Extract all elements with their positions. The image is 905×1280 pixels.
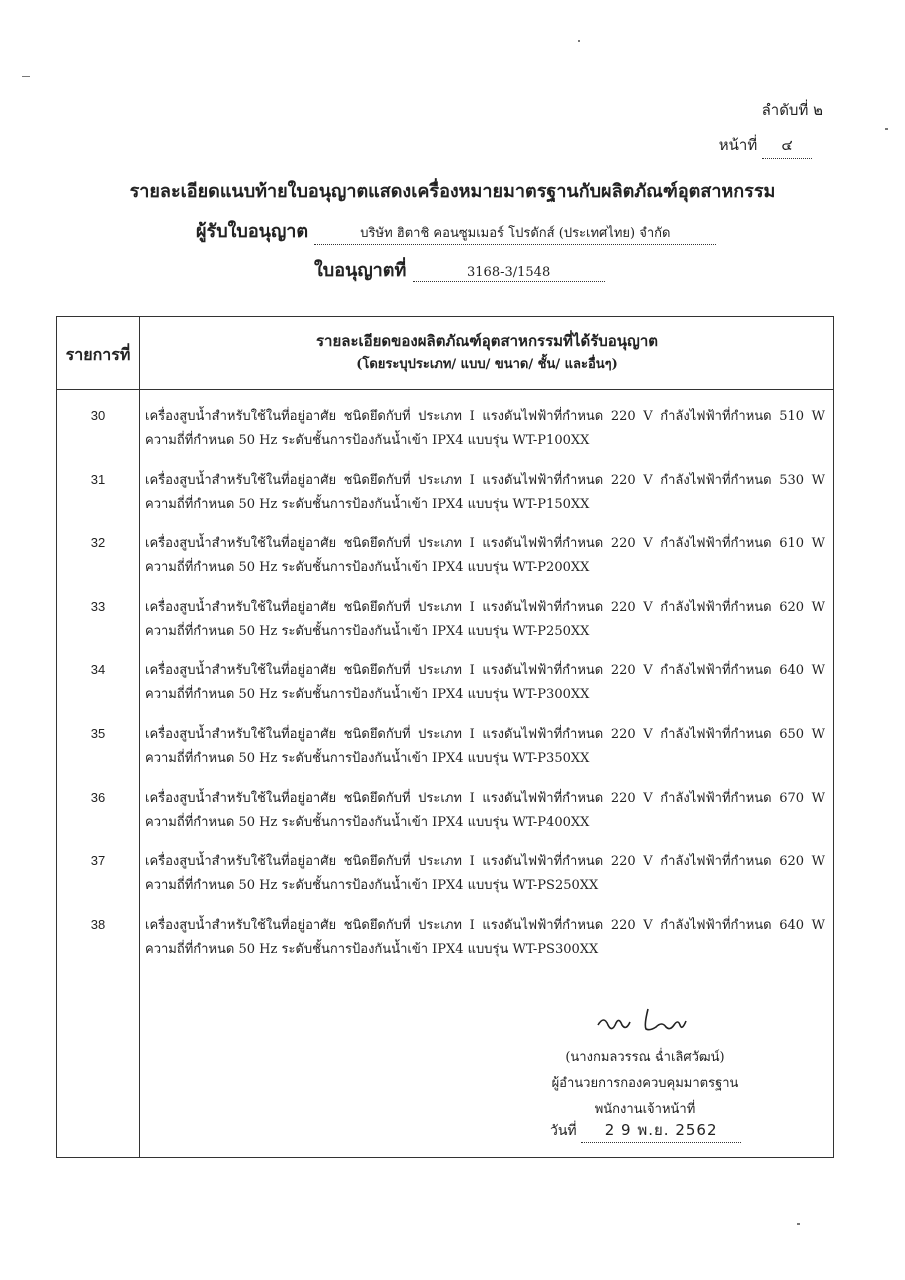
licensee-value: บริษัท ฮิตาชิ คอนซูมเมอร์ โปรดักส์ (ประเทศไทย) จำกัด [314,222,716,245]
description-line-2: ความถี่ที่กำหนด 50 Hz ระดับชั้นการป้องกันน้ำเข้า IPX4 แบบรุ่น WT-P300XX [145,687,590,703]
header-divider [57,389,833,390]
description-header-subtitle: (โดยระบุประเภท/ แบบ/ ขนาด/ ชั้น/ และอื่นๆ) [356,357,618,372]
description-line-1: เครื่องสูบน้ำสำหรับใช้ในที่อยู่อาศัย ชนิดยึดกับที่ ประเภท I แรงดันไฟฟ้าที่กำหนด 220 V กำลังไฟฟ้าที่กำหนด 530 W [145,472,825,488]
description-line-1: เครื่องสูบน้ำสำหรับใช้ในที่อยู่อาศัย ชนิดยึดกับที่ ประเภท I แรงดันไฟฟ้าที่กำหนด 220 V กำลังไฟฟ้าที่กำหนด 640 W [145,663,825,679]
scan-speck [797,1223,800,1225]
item-description [145,723,825,771]
date-value: 2 9 พ.ย. 2562 [581,1118,741,1143]
item-description [145,659,825,707]
item-description [145,532,825,580]
signature-block [520,1003,770,1123]
document-title: รายละเอียดแนบท้ายใบอนุญาตแสดงเครื่องหมายมาตรฐานกับผลิตภัณฑ์อุตสาหกรรม [129,181,776,202]
description-line-1: เครื่องสูบน้ำสำหรับใช้ในที่อยู่อาศัย ชนิดยึดกับที่ ประเภท I แรงดันไฟฟ้าที่กำหนด 220 V กำลังไฟฟ้าที่กำหนด 670 W [145,790,825,806]
table-row [57,723,833,787]
table-row [57,405,833,469]
item-description [145,850,825,898]
description-line-2: ความถี่ที่กำหนด 50 Hz ระดับชั้นการป้องกันน้ำเข้า IPX4 แบบรุ่น WT-P350XX [145,750,590,766]
page-number-value: ๔ [762,133,812,159]
page-number [719,133,812,159]
description-line-2: ความถี่ที่กำหนด 50 Hz ระดับชั้นการป้องกันน้ำเข้า IPX4 แบบรุ่น WT-P200XX [145,560,590,576]
item-number: 32 [90,535,106,551]
handwritten-signature [590,1003,700,1039]
item-number: 34 [90,662,106,678]
item-description [145,596,825,644]
item-description [145,405,825,453]
table-row [57,914,833,978]
signatory-name: (นางกมลวรรณ ฉ่ำเลิศวัฒน์) [565,1050,725,1065]
description-line-1: เครื่องสูบน้ำสำหรับใช้ในที่อยู่อาศัย ชนิดยึดกับที่ ประเภท I แรงดันไฟฟ้าที่กำหนด 220 V กำลังไฟฟ้าที่กำหนด 620 W [145,599,825,615]
description-line-1: เครื่องสูบน้ำสำหรับใช้ในที่อยู่อาศัย ชนิดยึดกับที่ ประเภท I แรงดันไฟฟ้าที่กำหนด 220 V กำลังไฟฟ้าที่กำหนด 610 W [145,536,825,552]
table-row [57,787,833,851]
description-header-title: รายละเอียดของผลิตภัณฑ์อุตสาหกรรมที่ได้รับอนุญาต [315,332,658,350]
page-number-label: หน้าที่ [718,136,758,154]
item-number: 31 [90,471,106,487]
signatory-role: พนักงานเจ้าหน้าที่ [594,1102,696,1117]
item-number: 30 [90,408,106,423]
item-number: 35 [90,725,106,741]
item-description [145,914,825,962]
description-line-1: เครื่องสูบน้ำสำหรับใช้ในที่อยู่อาศัย ชนิดยึดกับที่ ประเภท I แรงดันไฟฟ้าที่กำหนด 220 V กำลังไฟฟ้าที่กำหนด 650 W [145,726,825,742]
description-column-header [141,329,833,377]
sequence-number: ลำดับที่ ๒ [761,101,823,119]
table-row [57,659,833,723]
description-line-2: ความถี่ที่กำหนด 50 Hz ระดับชั้นการป้องกันน้ำเข้า IPX4 แบบรุ่น WT-PS300XX [145,941,599,957]
scan-speck [578,40,580,42]
description-line-2: ความถี่ที่กำหนด 50 Hz ระดับชั้นการป้องกันน้ำเข้า IPX4 แบบรุ่น WT-P100XX [145,433,590,448]
item-number: 37 [90,853,106,869]
item-description [145,787,825,835]
license-number-label: ใบอนุญาตที่ [314,260,407,281]
signature-date-line [550,1118,741,1143]
table-row [57,469,833,533]
description-line-1: เครื่องสูบน้ำสำหรับใช้ในที่อยู่อาศัย ชนิดยึดกับที่ ประเภท I แรงดันไฟฟ้าที่กำหนด 220 V กำลังไฟฟ้าที่กำหนด 640 W [145,917,825,933]
item-number: 38 [90,916,106,932]
scan-speck [885,128,888,130]
licensee-line [196,216,716,245]
description-line-2: ความถี่ที่กำหนด 50 Hz ระดับชั้นการป้องกันน้ำเข้า IPX4 แบบรุ่น WT-P150XX [145,496,590,512]
license-number-line [314,255,605,284]
item-number: 36 [90,789,106,805]
date-label: วันที่ [550,1123,577,1139]
signatory-position: ผู้อำนวยการกองควบคุมมาตรฐาน [551,1076,739,1091]
description-line-2: ความถี่ที่กำหนด 50 Hz ระดับชั้นการป้องกันน้ำเข้า IPX4 แบบรุ่น WT-P250XX [145,623,590,639]
item-number: 33 [90,598,106,614]
item-column-header: รายการที่ [65,345,131,364]
table-row [57,850,833,914]
license-number-value: 3168-3/1548 [413,265,605,282]
table-row [57,532,833,596]
licensee-label: ผู้รับใบอนุญาต [196,221,309,242]
description-line-1: เครื่องสูบน้ำสำหรับใช้ในที่อยู่อาศัย ชนิดยึดกับที่ ประเภท I แรงดันไฟฟ้าที่กำหนด 220 V กำลังไฟฟ้าที่กำหนด 620 W [145,854,825,870]
description-line-2: ความถี่ที่กำหนด 50 Hz ระดับชั้นการป้องกันน้ำเข้า IPX4 แบบรุ่น WT-PS250XX [145,878,599,894]
item-description [145,469,825,517]
description-line-2: ความถี่ที่กำหนด 50 Hz ระดับชั้นการป้องกันน้ำเข้า IPX4 แบบรุ่น WT-P400XX [145,814,590,830]
table-body [57,405,833,977]
table-row [57,596,833,660]
scan-speck [22,76,30,77]
description-line-1: เครื่องสูบน้ำสำหรับใช้ในที่อยู่อาศัย ชนิดยึดกับที่ ประเภท I แรงดันไฟฟ้าที่กำหนด 220 V กำลังไฟฟ้าที่กำหนด 510 W [145,409,825,424]
